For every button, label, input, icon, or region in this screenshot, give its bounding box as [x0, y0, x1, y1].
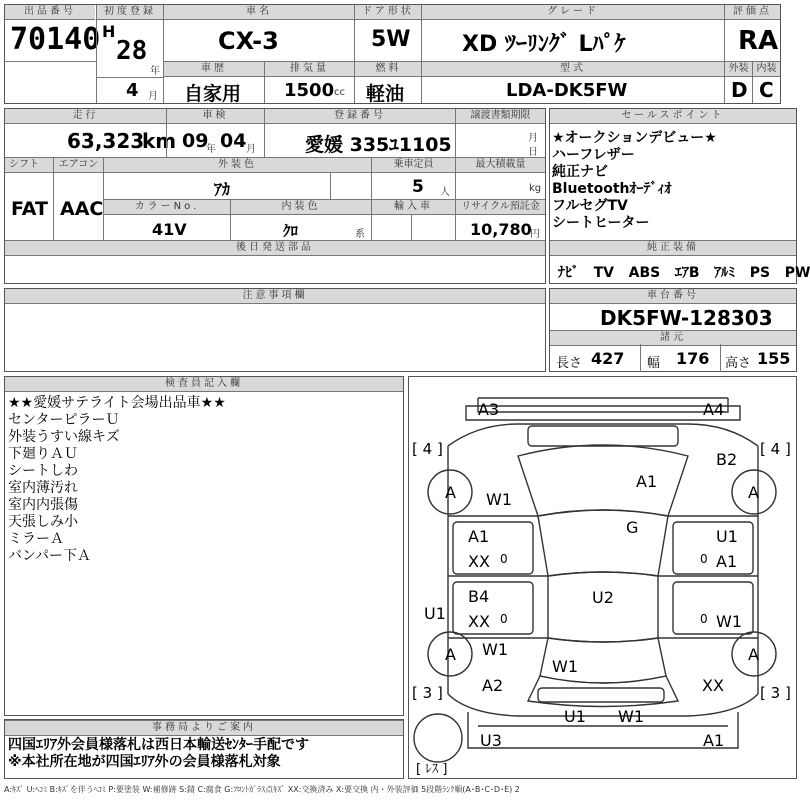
equipment-item: ｴｱB: [674, 265, 700, 281]
inspector-line: ★★愛媛サテライト会場出品車★★: [8, 395, 226, 411]
inspector-line: バンパー下Ａ: [8, 548, 92, 564]
insp-year-unit: 年: [206, 144, 216, 155]
car-name-label: 車名: [164, 5, 354, 20]
chassis-number: DK5FW-128303: [600, 306, 773, 330]
equipment-item: PW: [784, 265, 810, 281]
sales-point: 純正ナビ: [552, 164, 608, 180]
ext-label: 外装: [725, 62, 752, 77]
fuel-label: 燃料: [355, 62, 422, 77]
score: RA: [738, 26, 779, 56]
rear-lamp-strip: [538, 688, 664, 702]
model-label: 型式: [422, 62, 724, 77]
grade: XD ﾂｰﾘﾝｸﾞ Lﾊﾟｹ: [462, 32, 626, 57]
door-type: 5W: [371, 27, 411, 52]
height-label: 高さ: [725, 356, 752, 371]
mark-u2: U2: [592, 588, 614, 607]
sales-point: ハーフレザー: [552, 147, 635, 163]
width: 176: [676, 349, 710, 368]
inspector-line: 外装うすい線キズ: [8, 429, 120, 445]
int-label: 内装: [753, 62, 780, 77]
colorno-label: カラーNo.: [104, 200, 230, 215]
sales-point: シートヒーター: [552, 215, 650, 231]
era: H: [102, 22, 116, 41]
reg-year: 28: [116, 36, 148, 66]
history-label: 車歴: [164, 62, 264, 77]
mark-b2: B2: [716, 450, 738, 469]
reg-month: 4: [126, 80, 139, 101]
equipment-item: ﾅﾋﾞ: [558, 265, 579, 281]
lot-number: 70140: [10, 22, 101, 57]
displacement-label: 排気量: [265, 62, 354, 77]
recycle-unit: 円: [530, 229, 540, 240]
inspector-line: センターピラーＵ: [8, 412, 120, 428]
mark-xx-rr: XX: [702, 676, 724, 695]
length-label: 長さ: [556, 356, 583, 371]
transfer-month-unit: 月: [528, 133, 538, 144]
tyre-count-rl: [ 3 ]: [412, 684, 443, 702]
mark-w1-bumper: W1: [618, 707, 644, 726]
office-label: 事務局よりご案内: [5, 720, 403, 736]
ac-label: エアコン: [54, 158, 103, 173]
mark-xx-lf: XX: [468, 552, 490, 571]
equipment-list: [558, 262, 810, 282]
inspector-line: シートしわ: [8, 463, 78, 479]
spare-tire: [414, 714, 462, 762]
roof-outline: [548, 572, 658, 642]
left-rear-door: [453, 582, 533, 634]
car-name: CX-3: [218, 27, 279, 55]
import-label: 輸入車: [372, 200, 455, 215]
sales-point: フルセグTV: [552, 198, 628, 214]
inspector-line: 下廻りＡＵ: [8, 446, 78, 462]
tire-mark-rr: A: [748, 645, 759, 664]
capacity-unit: 人: [440, 187, 450, 198]
first-reg-label: 初度登録: [97, 5, 163, 20]
mark-u1-rf: U1: [716, 527, 738, 546]
sales-point: ★オークションデビュー★: [552, 130, 717, 146]
colorno: 41V: [152, 220, 187, 239]
model: LDA-DK5FW: [506, 80, 628, 101]
color-label: 外装色: [104, 158, 371, 173]
width-label: 幅: [647, 356, 661, 371]
shift-label: シフト: [5, 158, 53, 173]
mark-a1-bumper: A1: [703, 731, 725, 750]
dimensions-label: 諸元: [550, 330, 796, 346]
transfer-day-unit: 日: [528, 147, 538, 158]
insp-year: 09: [182, 130, 209, 152]
int-grade: C: [759, 78, 774, 102]
sales-points-label: セールスポイント: [550, 109, 796, 124]
month-unit: 月: [148, 91, 158, 102]
ac: AAC: [60, 198, 104, 220]
equipment-item: ｱﾙﾐ: [714, 265, 736, 281]
mileage-label: 走行: [5, 109, 166, 124]
mark-a1-lf: A1: [468, 527, 490, 546]
inspector-label: 検査員記入欄: [5, 377, 403, 392]
inspector-line: ミラーＡ: [8, 531, 64, 547]
insp-month: 04: [220, 130, 247, 152]
mark-xx-lr: XX: [468, 612, 490, 631]
later-parts-label: 後日発送部品: [5, 241, 545, 256]
mark-a1-hood: A1: [636, 472, 658, 491]
history: 自家用: [184, 83, 242, 105]
spare-tire-label: [ ﾚｽ ]: [416, 762, 448, 777]
mark-g: G: [626, 518, 639, 537]
chassis-label: 車台番号: [550, 289, 796, 304]
intcolor-unit: 系: [355, 229, 365, 240]
mark-a4: A4: [703, 400, 725, 419]
tire-mark-fr: A: [748, 483, 759, 502]
notes-label: 注意事項欄: [5, 289, 545, 304]
mark-zero-2: 0: [700, 552, 708, 566]
length: 427: [591, 349, 625, 368]
mark-a1-rf: A1: [716, 552, 738, 571]
sales-points-list: [552, 130, 717, 232]
legend: A:ｷｽﾞ U:ﾍｺﾐ B:ｷｽﾞを伴うﾍｺﾐ P:要塗装 W:補修跡 S:錆 C:腐食 G:ﾌﾛﾝﾄｶﾞﾗｽ点ｷｽﾞ XX:交換済み X:要交換 内・外装評価 5段階ﾗﾝｸ順(A･B･C･D･E) 2: [4, 785, 520, 794]
inspector-notes: [8, 395, 226, 565]
intcolor-label: 内装色: [231, 200, 371, 215]
mark-zero-1: 0: [500, 552, 508, 566]
equipment-item: PS: [749, 265, 771, 281]
tire-mark-rl: A: [445, 645, 456, 664]
mileage-unit: km: [142, 129, 177, 153]
mark-w1-lr: W1: [482, 640, 508, 659]
recycle: 10,780: [470, 220, 532, 239]
recycle-label: リサイクル預託金: [456, 200, 545, 215]
mark-u1-side: U1: [424, 604, 446, 623]
capacity: 5: [412, 177, 424, 197]
hood-outline: [518, 445, 688, 516]
mileage: 63,323: [67, 129, 145, 153]
inspector-line: 室内薄汚れ: [8, 480, 78, 496]
reg-number: 愛媛 335ﾕ1105: [305, 134, 452, 156]
mark-w1-rr: W1: [716, 612, 742, 631]
inspector-line: 室内内張傷: [8, 497, 78, 513]
displacement: 1500: [284, 80, 335, 101]
score-label: 評価点: [725, 5, 780, 20]
tire-mark-fl: A: [445, 483, 456, 502]
inspection-label: 車検: [167, 109, 264, 124]
lot-label: 出品番号: [5, 5, 95, 20]
tyre-count-fl: [ 4 ]: [412, 440, 443, 458]
right-front-door: [673, 522, 753, 574]
load-unit: kg: [529, 183, 542, 194]
door-label: ドア形状: [355, 5, 421, 20]
sales-point: Bluetoothｵｰﾃﾞｨｵ: [552, 181, 672, 197]
mark-w1-lf: W1: [486, 490, 512, 509]
shift: FAT: [11, 198, 48, 220]
intcolor: ｸﾛ: [283, 222, 299, 240]
car-diagram: [408, 376, 797, 779]
mark-zero-3: 0: [500, 612, 508, 626]
year-unit: 年: [150, 66, 160, 77]
tyre-count-fr: [ 4 ]: [760, 440, 791, 458]
mark-zero-4: 0: [700, 612, 708, 626]
equipment-item: ABS: [628, 265, 661, 281]
transfer-label: 譲渡書類期限: [456, 109, 545, 124]
mark-w1-trunk: W1: [552, 657, 578, 676]
left-front-door: [453, 522, 533, 574]
windshield-outline: [538, 510, 668, 576]
inspector-line: 天張しみ小: [8, 514, 78, 530]
reg-number-label: 登録番号: [265, 109, 455, 124]
car-body-outline: [448, 424, 758, 716]
mark-b4: B4: [468, 587, 490, 606]
fuel: 軽油: [366, 83, 405, 105]
office-line: ※本社所在地が四国ｴﾘｱ外の会員様落札対象: [8, 754, 281, 770]
tyre-count-rr: [ 3 ]: [760, 684, 791, 702]
ext-grade: D: [731, 78, 748, 102]
front-bumper-outline: [466, 398, 740, 420]
capacity-label: 乗車定員: [372, 158, 455, 173]
height: 155: [757, 349, 791, 368]
mark-u3: U3: [480, 731, 502, 750]
front-grille: [528, 426, 678, 446]
office-line: 四国ｴﾘｱ外会員様落札は西日本輸送ｾﾝﾀｰ手配です: [8, 737, 309, 753]
equipment-label: 純正装備: [550, 241, 796, 256]
mark-a2: A2: [482, 676, 504, 695]
insp-month-unit: 月: [246, 144, 256, 155]
color: ｱｶ: [214, 180, 231, 199]
load-label: 最大積載量: [456, 158, 545, 173]
grade-label: グレード: [422, 5, 724, 20]
mark-a3: A3: [478, 400, 500, 419]
office-notes: [8, 737, 309, 771]
mark-u1-bumper: U1: [564, 707, 586, 726]
rear-bumper-outline: [468, 712, 738, 748]
displacement-unit: cc: [334, 87, 345, 98]
equipment-item: TV: [593, 265, 615, 281]
